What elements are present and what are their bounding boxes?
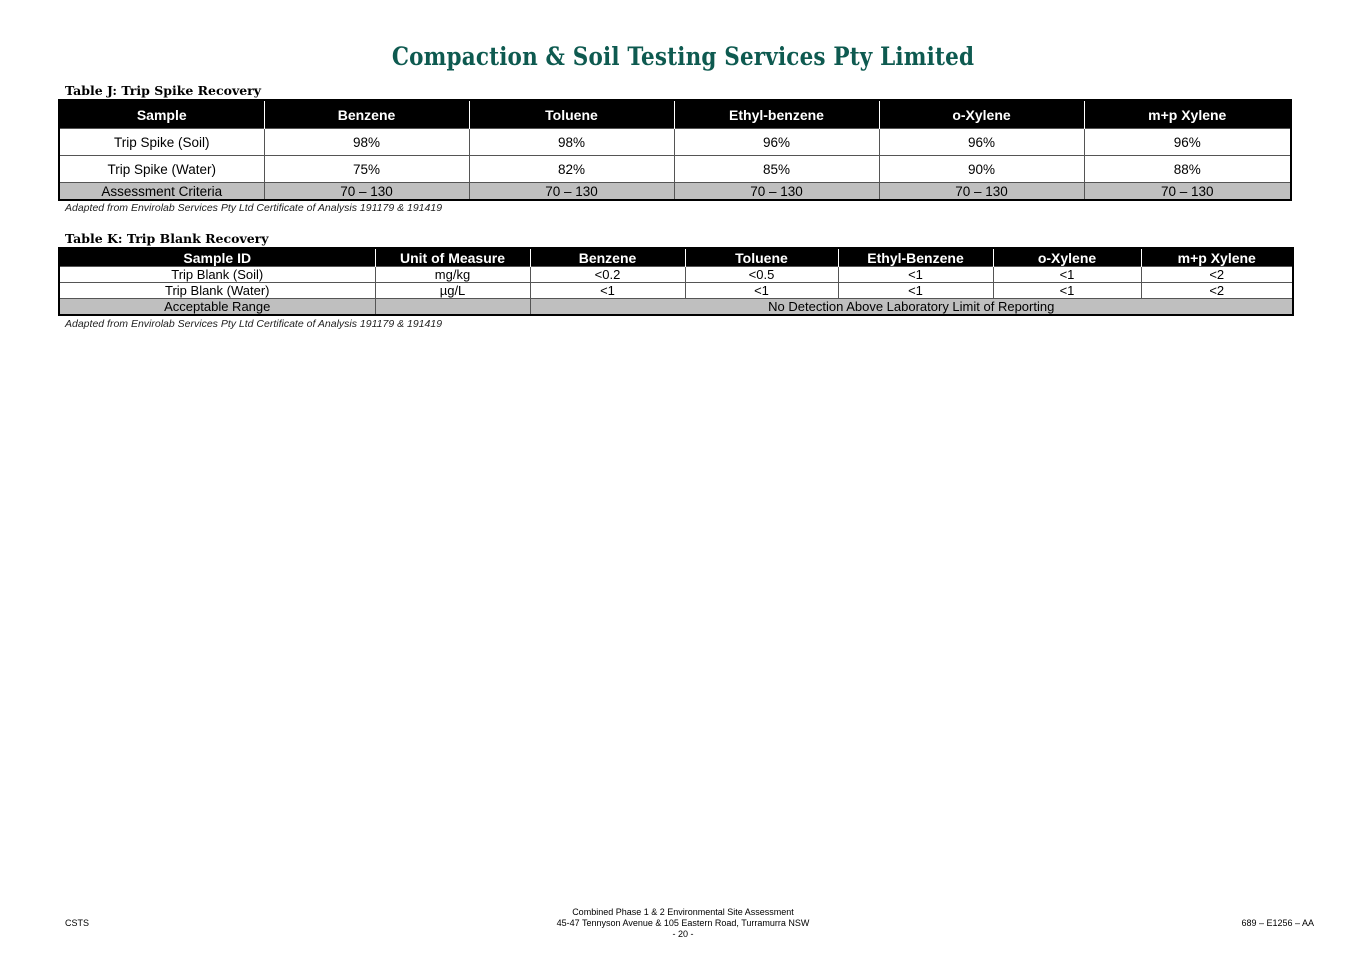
table-cell: 85% xyxy=(674,156,879,183)
table-k-caption: Table K: Trip Blank Recovery xyxy=(65,231,269,246)
table-cell: µg/L xyxy=(375,283,530,299)
footer-page-number: - 20 - xyxy=(672,929,694,939)
table-j-caption: Table J: Trip Spike Recovery xyxy=(65,83,262,98)
table-header-row xyxy=(59,248,1293,267)
table-k-source-note: Adapted from Envirolab Services Pty Ltd Certificate of Analysis 191179 & 191419 xyxy=(65,318,443,330)
table-cell: 88% xyxy=(1084,156,1291,183)
table-cell: Trip Spike (Water) xyxy=(59,156,264,183)
table-j-source-note: Adapted from Envirolab Services Pty Ltd Certificate of Analysis 191179 & 191419 xyxy=(65,202,443,214)
table-cell: Assessment Criteria xyxy=(59,183,264,201)
column-header: Benzene xyxy=(264,100,469,129)
footer-site-address: 45-47 Tennyson Avenue & 105 Eastern Road, Turramurra NSW xyxy=(556,918,810,928)
table-cell: 90% xyxy=(879,156,1084,183)
table-row xyxy=(59,283,1293,299)
column-header: o-Xylene xyxy=(993,248,1141,267)
table-cell: <1 xyxy=(993,267,1141,283)
table-cell: No Detection Above Laboratory Limit of Reporting xyxy=(530,299,1293,316)
column-header: Toluene xyxy=(685,248,838,267)
column-header: m+p Xylene xyxy=(1084,100,1291,129)
footer-center xyxy=(0,907,1366,940)
table-cell: <2 xyxy=(1141,283,1293,299)
table-cell: 98% xyxy=(264,129,469,156)
column-header: Ethyl-Benzene xyxy=(838,248,993,267)
table-cell: 75% xyxy=(264,156,469,183)
table-row xyxy=(59,156,1291,183)
table-header-row xyxy=(59,100,1291,129)
column-header: Toluene xyxy=(469,100,674,129)
footer-report-reference: 689 – E1256 – AA xyxy=(1241,918,1314,928)
footer-company-abbrev: CSTS xyxy=(65,918,90,928)
table-cell: 70 – 130 xyxy=(469,183,674,201)
table-cell: 96% xyxy=(674,129,879,156)
table-cell: 82% xyxy=(469,156,674,183)
table-cell: 70 – 130 xyxy=(264,183,469,201)
table-cell: <0.2 xyxy=(530,267,685,283)
table-cell: 70 – 130 xyxy=(674,183,879,201)
acceptable-range-row xyxy=(59,299,1293,316)
footer-report-title: Combined Phase 1 & 2 Environmental Site Assessment xyxy=(572,907,794,917)
table-cell: <1 xyxy=(530,283,685,299)
table-cell: Trip Blank (Soil) xyxy=(59,267,375,283)
table-cell xyxy=(375,299,530,316)
column-header: Sample xyxy=(59,100,264,129)
table-cell: 96% xyxy=(879,129,1084,156)
table-cell: <1 xyxy=(993,283,1141,299)
trip-spike-recovery-table xyxy=(58,99,1292,201)
table-cell: <1 xyxy=(838,267,993,283)
table-row xyxy=(59,129,1291,156)
table-cell: <1 xyxy=(838,283,993,299)
table-cell: <0.5 xyxy=(685,267,838,283)
column-header: Sample ID xyxy=(59,248,375,267)
table-cell: 96% xyxy=(1084,129,1291,156)
table-row xyxy=(59,267,1293,283)
column-header: Benzene xyxy=(530,248,685,267)
table-cell: Trip Spike (Soil) xyxy=(59,129,264,156)
company-title: Compaction & Soil Testing Services Pty Limited xyxy=(391,42,975,71)
table-cell: Acceptable Range xyxy=(59,299,375,316)
table-cell: <1 xyxy=(685,283,838,299)
table-cell: 98% xyxy=(469,129,674,156)
column-header: m+p Xylene xyxy=(1141,248,1293,267)
column-header: o-Xylene xyxy=(879,100,1084,129)
column-header: Unit of Measure xyxy=(375,248,530,267)
table-cell: <2 xyxy=(1141,267,1293,283)
table-cell: mg/kg xyxy=(375,267,530,283)
assessment-criteria-row xyxy=(59,183,1291,201)
column-header: Ethyl-benzene xyxy=(674,100,879,129)
table-cell: 70 – 130 xyxy=(879,183,1084,201)
table-cell: 70 – 130 xyxy=(1084,183,1291,201)
trip-blank-recovery-table xyxy=(58,247,1294,316)
table-cell: Trip Blank (Water) xyxy=(59,283,375,299)
